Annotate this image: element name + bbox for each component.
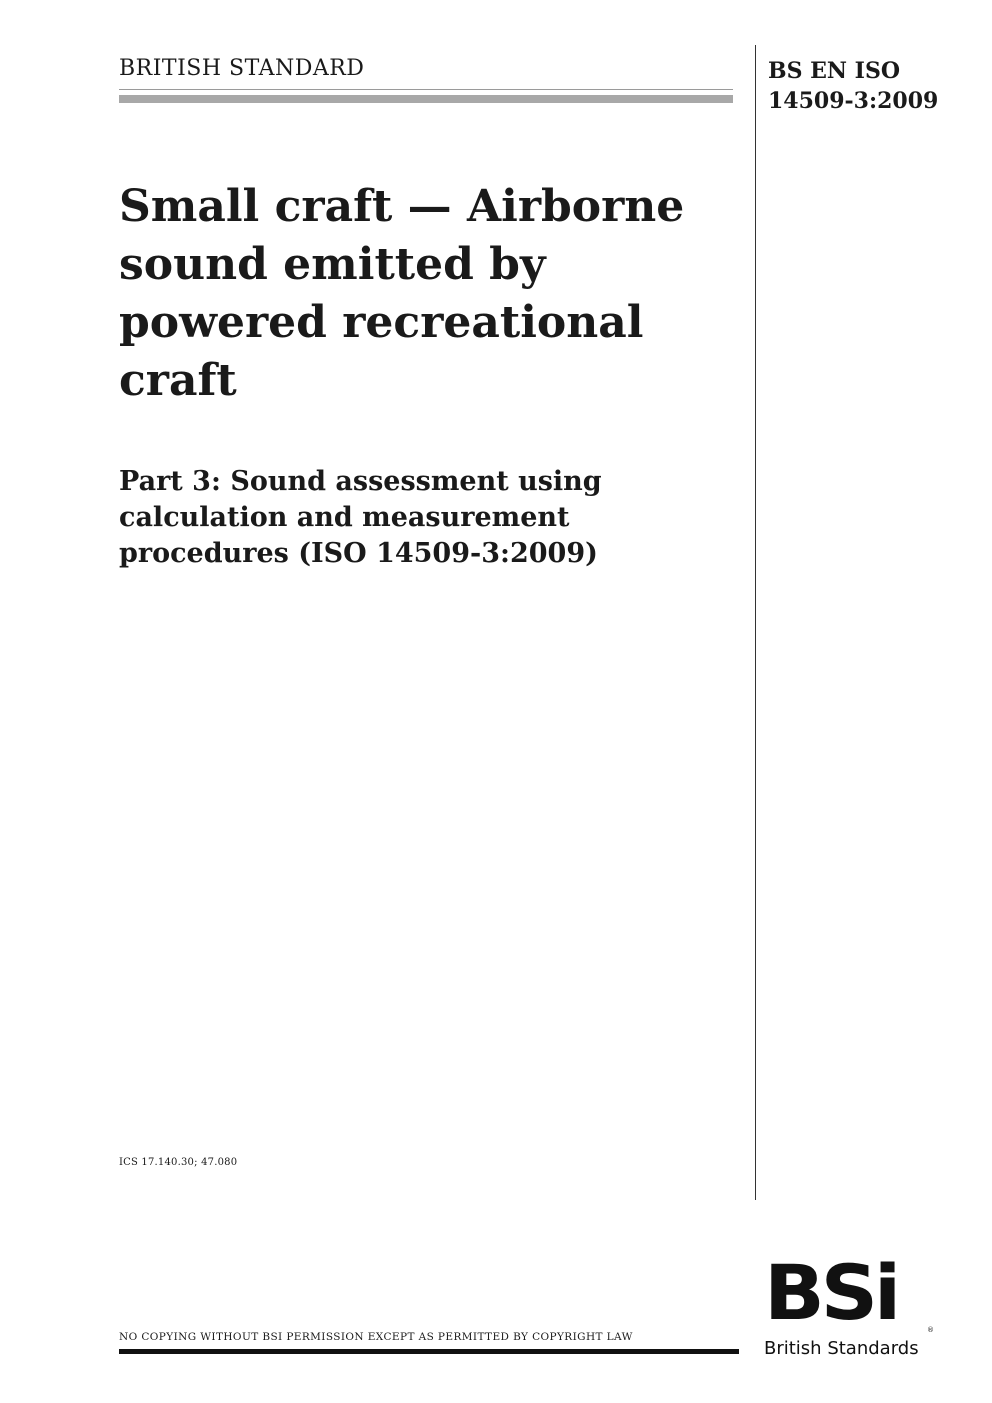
title-line: powered recreational	[119, 297, 644, 348]
ics-code: ICS 17.140.30; 47.080	[119, 1157, 238, 1168]
title-line: Small craft — Airborne	[119, 181, 685, 232]
document-type-label: BRITISH STANDARD	[119, 56, 365, 81]
standard-number	[768, 56, 938, 116]
copyright-notice: NO COPYING WITHOUT BSI PERMISSION EXCEPT AS PERMITTED BY COPYRIGHT LAW	[119, 1331, 633, 1343]
standard-number-line1: BS EN ISO	[768, 58, 901, 84]
subtitle-line: calculation and measurement	[119, 502, 570, 533]
vertical-divider	[755, 45, 756, 1200]
bsi-logo	[764, 1248, 934, 1363]
title-line: craft	[119, 355, 237, 406]
title-line: sound emitted by	[119, 239, 546, 290]
document-subtitle	[119, 464, 744, 572]
header-divider-thick	[119, 95, 733, 103]
document-title	[119, 178, 744, 410]
subtitle-line: procedures (ISO 14509-3:2009)	[119, 538, 598, 569]
standard-number-line2: 14509-3:2009	[768, 88, 939, 114]
header-divider-thin	[119, 89, 733, 90]
bsi-wordmark: BSi	[764, 1248, 898, 1337]
footer-divider	[119, 1349, 739, 1354]
registered-mark: ®	[927, 1326, 934, 1334]
bsi-caption: British Standards	[764, 1338, 919, 1359]
subtitle-line: Part 3: Sound assessment using	[119, 466, 602, 497]
